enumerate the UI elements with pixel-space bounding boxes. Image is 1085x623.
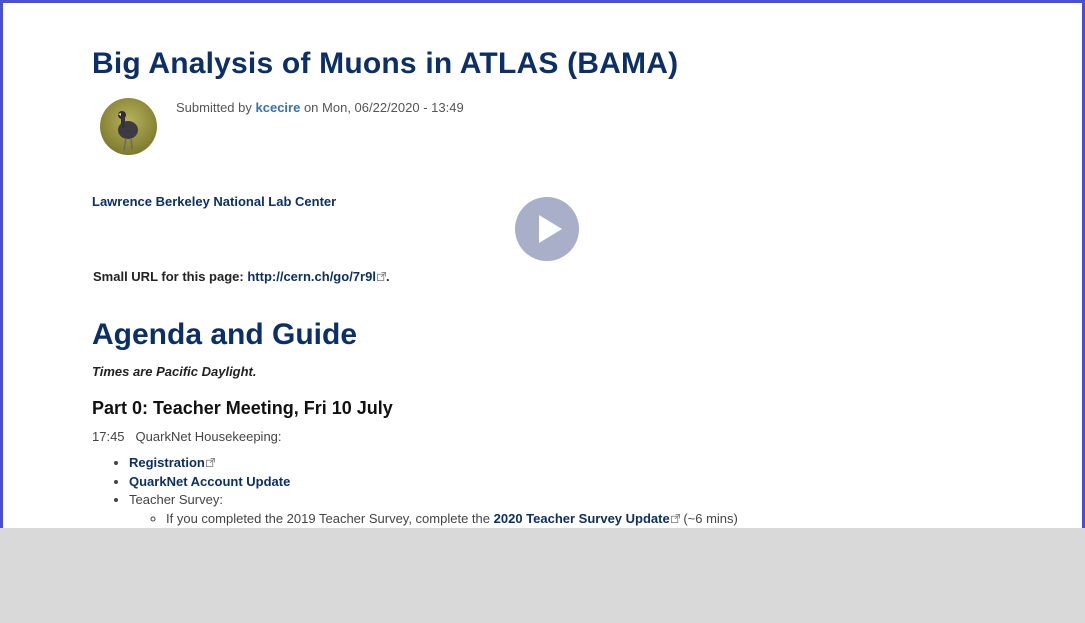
housekeeping-line (92, 429, 282, 444)
account-update-link[interactable]: QuarkNet Account Update (129, 473, 291, 489)
avatar[interactable] (100, 98, 157, 155)
submitted-date: on Mon, 06/22/2020 - 13:49 (303, 100, 464, 115)
author-link[interactable]: kcecire (255, 100, 301, 115)
agenda-heading: Agenda and Guide (92, 318, 358, 351)
external-link-icon (377, 272, 386, 281)
center-name: Lawrence Berkeley National Lab Center (92, 194, 337, 209)
small-url-line (93, 269, 390, 284)
submitted-prefix: Submitted by (176, 100, 252, 115)
survey-completed-prefix: If you completed the 2019 Teacher Survey, complete the (166, 510, 490, 526)
teacher-survey-label: Teacher Survey: (129, 492, 223, 508)
bird-avatar-image (100, 98, 157, 155)
small-url-period: . (385, 269, 390, 284)
survey-update-link[interactable] (494, 511, 680, 526)
submitted-line (176, 100, 464, 115)
housekeeping-label: QuarkNet Housekeeping: (135, 429, 282, 444)
list-item-account-update (129, 473, 738, 492)
part0-heading: Part 0: Teacher Meeting, Fri 10 July (92, 398, 393, 418)
video-play-button[interactable] (515, 197, 579, 261)
small-url-label: Small URL for this page: (93, 269, 244, 284)
housekeeping-time: 17:45 (92, 429, 125, 444)
list-item-teacher-survey (129, 491, 738, 526)
survey-update-text: 2020 Teacher Survey Update (493, 510, 670, 526)
small-url-text: http://cern.ch/go/7r9l (247, 269, 376, 284)
list-item-registration (129, 454, 738, 473)
registration-text: Registration (129, 455, 205, 470)
page-title: Big Analysis of Muons in ATLAS (BAMA) (92, 47, 679, 80)
list-item-survey-completed (166, 510, 738, 529)
registration-link[interactable] (129, 455, 215, 470)
timezone-note: Times are Pacific Daylight. (92, 364, 257, 379)
external-link-icon (671, 514, 680, 523)
survey-completed-suffix: (~6 mins) (683, 510, 738, 526)
small-url-link[interactable] (247, 269, 386, 284)
gray-overlay-notch (0, 528, 408, 545)
housekeeping-list (111, 454, 738, 526)
play-icon (515, 197, 579, 261)
external-link-icon (206, 458, 215, 467)
